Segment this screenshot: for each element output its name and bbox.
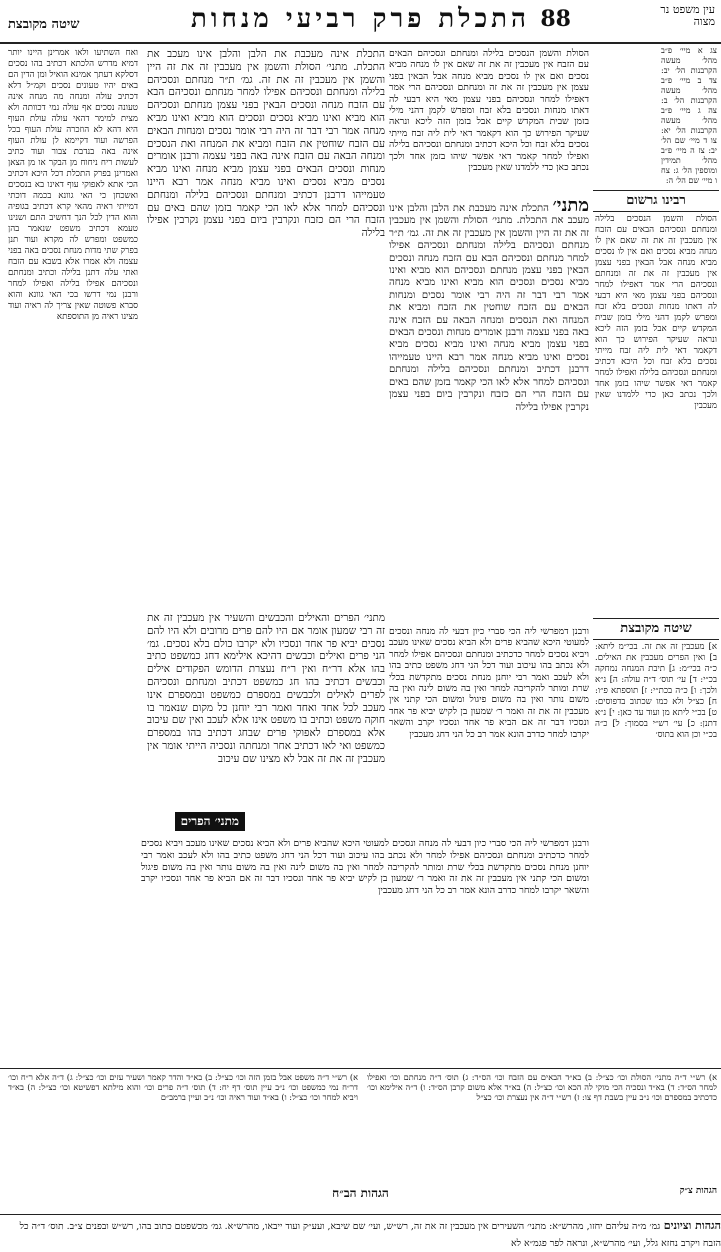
ein-mishpat-label: עין משפט נר מצוה <box>660 3 715 28</box>
gemara-right-column <box>389 200 589 620</box>
page-title: התכלת פרק רביעי מנחות <box>191 4 530 34</box>
gemara-lower-text: מתני׳ הפרים והאילים והכבשים והשעיר אין מעכבין זה את זה רבי שמעון אומר אם היו להם פרים מרובים ולא היו להם נסכים יביא פר אחד ונסכיו ולא יקרבו כולם בלא נסכים. גמ׳ הני פרים ואילים וכבשים דהיכא אילימא דחג כמשפט כתיב בהו אלא דר״ח ואין ר״ח נעצרת הדומש הפקודים אילים וכבשים דכתיב בהו חג כמשפט דכתיב ומנחתם ונסכיהם לפרים לאילים ולכבשים במספרם כמשפט ובמספרם אינו מעכב לכל אחד ואחד ואמר רבי יוחנן כל מקום שנאמר בו חוקה משפט וכתיב בו משפט אינו אלא לעכב ואין שם עיכוב אלא במספרם לאפוקי פרים שבחג דכתיב בהו במספרם כמשפט ואי לאו דכתיב אחר ומנחתה ונסכיה הייתי אומר אין מעכבין זה את זה אבל לא מצינו שם עיכוב <box>147 612 385 765</box>
rabbenu-gershom-column <box>595 214 717 614</box>
rashi-upper-column <box>389 48 589 196</box>
lower-commentary-block <box>141 838 589 1064</box>
haggahot-title: הגהות צ״ק <box>679 1186 717 1196</box>
lower-commentary-text: ורבנן דמפרשי ליה הכי סברי כיון דבעי לה מנחה ונסכים למעוטי היכא שהביא פרים ולא הביא נסכים שאינו מעכב ויביא נסכים למחר כדכתיב ומנחתם ונסכיהם אפילו למחר ולא נכתב בהו עיכוב ועוד דכל הני דחג משפט כתיב בהו ולא לעכב ואמר רבי יוחנן מנחת נסכים מתקדשת בכלי שרת ומותר להקריבה למחר ואין בה משום לינה ואין בה משום נותר ואין בה משום פיגול ומשום הכי קתני אין מעכבין זה את זה ואמר ר׳ שמעון בן לקיש יביא פר אחד ונסכיו דבר זה אם הביא פר אחד ונסכיו יקרב והשאר יקרבו למחר כדרב הונא אמר רב כל הני דחג מעכבין <box>141 838 589 897</box>
gemara-opening-word: מתני׳ <box>552 200 589 216</box>
footnotes-title: הגהות הב״ח <box>332 1186 389 1200</box>
footnotes-right <box>367 1072 717 1182</box>
bottom-bar <box>0 1218 721 1252</box>
rabbenu-gershom-heading: רבינו גרשום <box>593 190 719 212</box>
rashi-middle-text: ורבנן דמפרשי ליה הכי סברי כיון דבעי לה מנחה ונסכים למעוטי היכא שהביא פרים ולא הביא נסכים שאינו מעכב ויביא נסכים למחר כדכתיב ומנחתם ונסכיהם אפילו למחר ולא נכתב בהו עיכוב ועוד דכל הני דחג משפט כתיב בהו ולא לעכב ואמר רבי יוחנן מנחת נסכים מתקדשת בכלי שרת ומותר להקריבה למחר ואין בה משום לינה ואין בה משום נותר ואין בה משום פיגול ומשום הכי קתני אין מעכבין זה את זה ואמר ר׳ שמעון בן לקיש יביא פר אחד ונסכיו דבר זה אם הביא פר אחד ונסכיו יקרב והשאר יקרבו למחר כדרב הונא אמר רב כל הני דחג מעכבין <box>389 626 589 740</box>
footnotes-left <box>8 1072 358 1182</box>
page-number: 88 <box>540 6 571 32</box>
rashi-middle-column <box>389 626 589 806</box>
gemara-main-column <box>147 48 385 608</box>
gemara-upper-text: התכלת אינה מעכבת את הלבן והלבן אינו מעכב את התכלת. מתני׳ הסולת והשמן אין מעכבין זה את זה היין והשמן אין מעכבין זה את זה. גמ׳ ת״ר מנחתם ונסכיהם בלילה ומנחתם ונסכיהם אפילו למחר מנחתם ונסכיהם הבא עם הזבח מנחה ונסכים הבאין בפני עצמן מנחתם ונסכיהם הוא מביא ואינו מביא נסכים ונסכים הוא מביא ואינו מביא מנחה אמר רבי דבר זה היה רבי אומר נסכים ומנחות הבאים עם הזבח שוחטין את הזבח ומביא את המנחה ואת הנסכים ומנחה הבאה עם הזבח אינה באה בפני עצמה ורבנן אומרים מנחות ונסכים הבאים בפני עצמן מביא מנחה ואינו מביא נסכים מביא נסכים ואינו מביא מנחה אמר רבא היינו טעמייהו דרבנן דכתיב ומנחתם ונסכיהם בלילה ומנחתם ונסכיהם למחר אלא לאו הכי קאמר בזמן שהם באים עם הזבח הרי הם כזבח ונקרבין ביום בפני עצמן נקרבין אפילו בלילה <box>389 203 589 413</box>
gemara-main-text: התכלת אינה מעכבת את הלבן והלבן אינו מעכב את התכלת. מתני׳ הסולת והשמן אין מעכבין זה את זה היין והשמן אין מעכבין זה את זה. גמ׳ ת״ר מנחתם ונסכיהם בלילה ומנחתם ונסכיהם אפילו למחר מנחתם ונסכיהם הבא עם הזבח מנחה ונסכים הבאין בפני עצמן מנחתם ונסכיהם הוא מביא ואינו מביא נסכים ונסכים הוא מביא ואינו מביא מנחה אמר רבי דבר זה היה רבי אומר נסכים ומנחות הבאים עם הזבח שוחטין את הזבח ומביא את המנחה ואת הנסכים ומנחה הבאה עם הזבח אינה באה בפני עצמה ורבנן אומרים מנחות ונסכים הבאים בפני עצמן מביא מנחה ואינו מביא נסכים מביא נסכים ואינו מביא מנחה אמר רבא היינו טעמייהו דרבנן דכתיב ומנחתם ונסכיהם בלילה ומנחתם ונסכיהם למחר אלא לאו הכי קאמר בזמן שהם באים עם הזבח הרי הם כזבח ונקרבין ביום בפני עצמן נקרבין אפילו בלילה <box>147 48 385 240</box>
mishnah-tag: מתני׳ הפרים <box>175 812 245 831</box>
ein-mishpat-column <box>661 46 717 186</box>
shita-lower-column <box>595 642 717 1062</box>
bottom-rule <box>0 1214 721 1215</box>
shita-lower-text: א] מעכבין זה את זה. בכי״מ ליתא: ב] ואין הפרים מעכבין את האילים. כ״ה בכי״מ: ג] תיבת המנחה נמחקה בכ״י: ד] עי׳ תוס׳ ד״ה עולה: ה] נ״א ולכך: ו] כ״ה בכת״י: ז] תוספתא פ״ו: ח] כצ״ל ולא כמו שכתוב בדפוסים: ט] בכ״י ליתא מן ועוד עד כאן: י] נ״א דתנן: כ] עי׳ רש״י בסמוך: ל] כ״ה בכ״י וכן הוא בתוס׳ <box>595 642 717 740</box>
bottom-bar-label: הגהות וציונים <box>663 1219 721 1232</box>
rabbenu-gershom-text: הסולת והשמן הנסכים בלילה ומנחתם ונסכיהם הבאים עם הזבח אין מעכבין זה את זה שאם אין לו מנחה מביא נסכים ואם אין לו נסכים מביא מנחה אבל הבאין בפני עצמן אין מעכבין זה את זה ומנחתם ונסכיהם הרי אמר דאפילו למחר ונסכיהם בפני עצמן מאי היא דבעי לה דאתו מנחות ונסכים בלא זבח ומפרש לקמן דהני מילי בזמן שבית המקדש קיים אבל בזמן הזה ליכא ונראה שעיקר הפירוש כך הוא דקאמר דאי לית ליה זבח מייתי נסכים בלא זבח וכל היכא דכתיב ומנחתם ונסכיהם בלילה ואפילו למחר קאמר דאי אפשר שיהו בזמן אחד ולכך נכתב כאן כדי ללמדנו שאין מעכבין <box>595 214 717 411</box>
left-margin-text: ואח השתיעו ולאו אמרינן היינו יותר דמיא מדרש הלכתא דכתיב בהו נסכים דסלקא דעתך אמינא הואיל ומן הדין הם באים יהיו טעונים נסכים וקמ״ל דלא דכתיב עולה ומנחה מה מנחה אינה טעונה נסכים אף עולה נמי דכוותה ולא מצית למימר דהאי עולה עולת העוף היא דהא לא הוזכרה עולת העוף בכל הפרשה ועוד דקיימא לן עולת העוף אינה באה בנדבת צבור ועוד כתיב לעשות ריח ניחוח מן הבקר או מן הצאן ואמרינן בפרק התכלת דכל היכא דכתיב הכי אתא לאפוקי עוף דאינו בא בנסכים ואשכחן כי האי גוונא בכמה דוכתי דמייתי ראיה מהאי קרא דכתיב בגופיה והוא הדין לכל הנך דחשיב התם ושנינו טעמא דכתיב משפט שנאמר בהן כמשפט ומפרש לה מקרא ועוד תנן בפרק שתי מדות מנחת נסכים באה בפני עצמה ולא אמרו אלא בשבא עם הזבח ואתי עלה דתנן בלילה וכתיב ומנחתם ונסכיהם אפילו בלילה ואפילו למחר ורבנן נמי דרשו בכי האי גוונא והוא סברא פשוטה שאין צריך לה ראיה ועוד מצינו ראיה מן התוספתא <box>8 48 138 322</box>
rashi-upper-text: הסולת והשמן הנסכים בלילה ומנחתם ונסכיהם הבאים עם הזבח אין מעכבין זה את זה שאם אין לו מנחה מביא נסכים ואם אין לו נסכים מביא מנחה אבל הבאין בפני עצמן אין מעכבין זה את זה ומנחתם ונסכיהם הרי אמר דאפילו למחר ונסכיהם בפני עצמן מאי היא דבעי לה דאתו מנחות ונסכים בלא זבח ומפרש לקמן דהני מילי בזמן שבית המקדש קיים אבל בזמן הזה ליכא ונראה שעיקר הפירוש כך הוא דקאמר דאי לית ליה זבח מייתי נסכים בלא זבח וכל היכא דכתיב ומנחתם ונסכיהם בלילה ואפילו למחר קאמר דאי אפשר שיהו בזמן אחד ולכך נכתב כאן כדי ללמדנו שאין מעכבין <box>389 48 589 174</box>
footnotes-right-text: א) רש״י ד״ה מתני׳ הסולת וכו׳ כצ״ל: ב) בא״ד הבאים עם הזבח וכו׳ הס״ד: ג) תוס׳ ד״ה מנחתם וכו׳ ואפילו למחר הס״ד: ד) בא״ד ונסכיה הכי מוקי לה הכא וכו׳ כצ״ל: ה) בא״ד אלא משום קרבן הס״ד: ו) ד״ה אילימא וכו׳ כדכתיב במספרם וכו׳ נ״ב עיין בשבת דף צו: ז) רש״י ד״ה אין נעצרת וכו׳ כצ״ל <box>367 1072 717 1102</box>
footnotes-left-text: א) רש״י ד״ה משפט אבל בזמן הזה וכו׳ כצ״ל: ב) בא״ד והדר קאמר ושעיר עזים וכו׳ כצ״ל: ג) ד״ה אלא ר״ח וכו׳ דר״ח נמי כמשפט וכו׳ נ״ב עיין תוס׳ דף יח: ד) תוס׳ ד״ה פרים וכו׳ והוא מילתא דפשיטא וכו׳ כצ״ל: ה) בא״ד ויביא למחר וכו׳ כצ״ל: ו) בא״ד ועוד ראיה וכו׳ נ״ב ועיין ברמב״ם <box>8 1072 358 1102</box>
header-rule <box>0 42 721 44</box>
left-margin-column <box>8 48 138 1060</box>
footnote-rule <box>0 1068 721 1069</box>
gemara-lower-column <box>147 612 385 802</box>
shita-label: שיטה מקובצת <box>8 17 80 32</box>
page-header <box>0 0 721 42</box>
ein-mishpat-text: צג א מיי׳ פ״ב מהל׳ מעשה הקרבנות הל׳ יב: צד ב מיי׳ פ״ב מהל׳ מעשה הקרבנות הל׳ ב: צה ג מיי׳ פ״ב מהל׳ מעשה הקרבנות הל׳ יא: צו ד מיי׳ שם הל׳ יב: צז ה מיי׳ פ״ב מהל׳ תמידין ומוספין הל׳ ג: צח ו מיי׳ שם הל׳ ה: <box>661 46 717 185</box>
shita-lower-heading: שיטה מקובצת <box>593 618 719 640</box>
bottom-bar-text: גמ׳ מ״ה עליהם יחזו, מהרש״א: מתני׳ השעירים אין מעכבין זה את זה, רש״ש, ועי׳ שם שיבא, ועע״ק ועוד ייבאו, מהרש״א. גמ׳ מכשפטם כתוב בהו, רש״ש ובפנים צ״ב. תוס׳ ד״ה כל הזבח ויקרב נחזא גלל, ועי׳ מהרש״א, ונראה לפר פגמ״א לא <box>19 1221 721 1249</box>
